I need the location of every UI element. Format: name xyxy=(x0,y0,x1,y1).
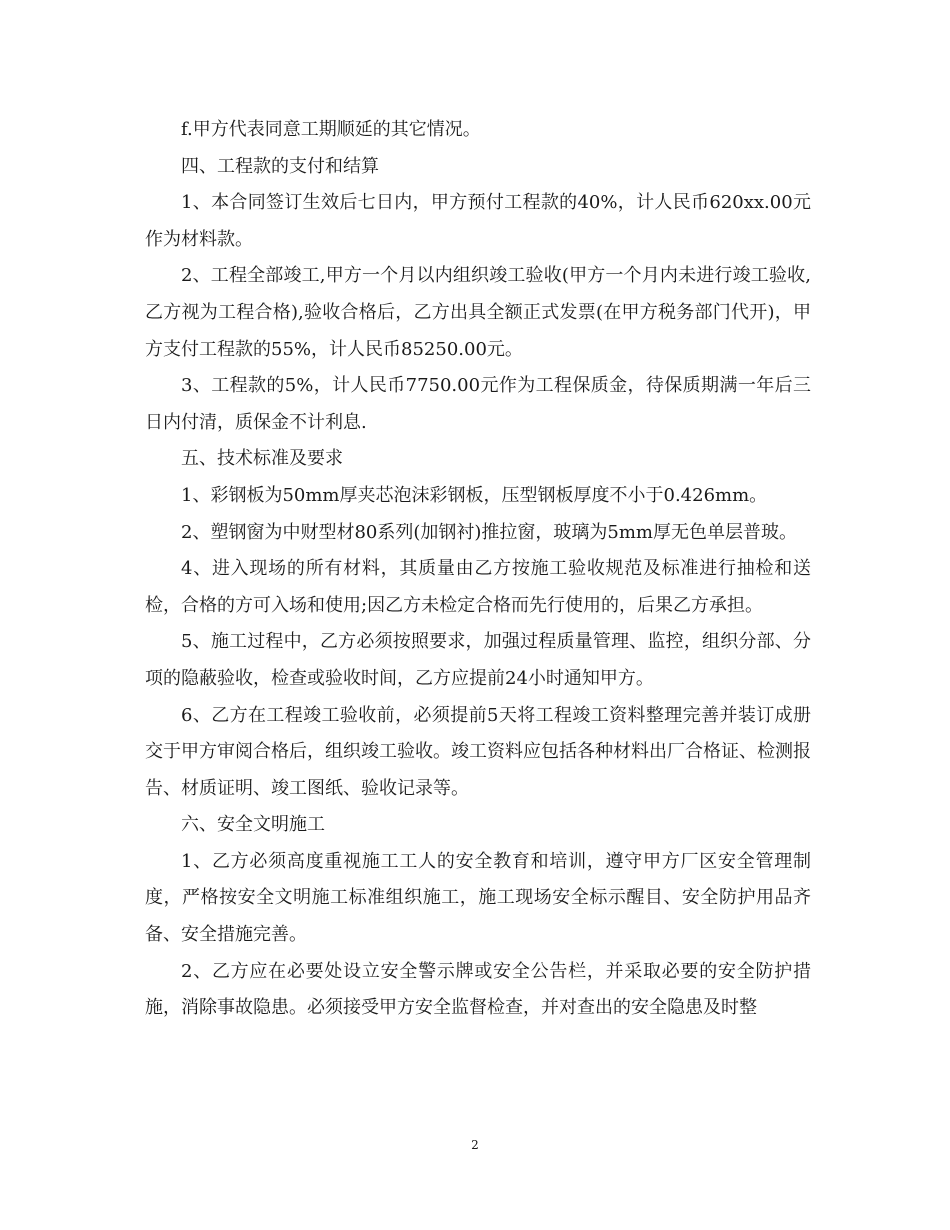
section-heading-technical: 五、技术标准及要求 xyxy=(181,448,343,470)
page-number: 2 xyxy=(471,1138,479,1152)
paragraph-3: 1、本合同签订生效后七日内，甲方预付工程款的40%，计人民币620xx.00元作为材料款。 xyxy=(145,192,811,250)
paragraph-9: 4、进入现场的所有材料，其质量由乙方按施工验收规范及标准进行抽检和送检，合格的方可入场和使用;因乙方未检定合格而先行使用的，后果乙方承担。 xyxy=(145,558,811,616)
paragraph-10: 5、施工过程中，乙方必须按照要求，加强过程质量管理、监控，组织分部、分项的隐蔽验收，检查或验收时间，乙方应提前24小时通知甲方。 xyxy=(145,631,811,689)
section-heading-payment: 四、工程款的支付和结算 xyxy=(181,155,379,177)
paragraph-7: 1、彩钢板为50mm厚夹芯泡沫彩钢板，压型钢板厚度不小于0.426mm。 xyxy=(181,484,768,506)
paragraph-13: 1、乙方必须高度重视施工工人的安全教育和培训，遵守甲方厂区安全管理制度，严格按安全文明施工标准组织施工，施工现场安全标示醒目、安全防护用品齐备、安全措施完善。 xyxy=(145,850,811,946)
section-heading-safety: 六、安全文明施工 xyxy=(181,814,325,836)
paragraph-1: f.甲方代表同意工期顺延的其它情况。 xyxy=(181,119,481,140)
document-body xyxy=(145,112,811,1027)
paragraph-5: 3、工程款的5%，计人民币7750.00元作为工程保质金，待保质期满一年后三日内付清，质保金不计利息. xyxy=(145,375,811,433)
paragraph-11: 6、乙方在工程竣工验收前，必须提前5天将工程竣工资料整理完善并装订成册交于甲方审阅合格后，组织竣工验收。竣工资料应包括各种材料出厂合格证、检测报告、材质证明、竣工图纸、验收记录等。 xyxy=(145,704,811,799)
paragraph-8: 2、塑钢窗为中财型材80系列(加钢衬)推拉窗，玻璃为5mm厚无色单层普玻。 xyxy=(181,521,797,543)
paragraph-4: 2、工程全部竣工,甲方一个月以内组织竣工验收(甲方一个月内未进行竣工验收,乙方视为工程合格),验收合格后，乙方出具全额正式发票(在甲方税务部门代开)，甲方支付工程款的55%，计人民币85250.00元。 xyxy=(145,265,811,360)
paragraph-14: 2、乙方应在必要处设立安全警示牌或安全公告栏，并采取必要的安全防护措施，消除事故隐患。必须接受甲方安全监督检查，并对查出的安全隐患及时整 xyxy=(145,960,811,1019)
